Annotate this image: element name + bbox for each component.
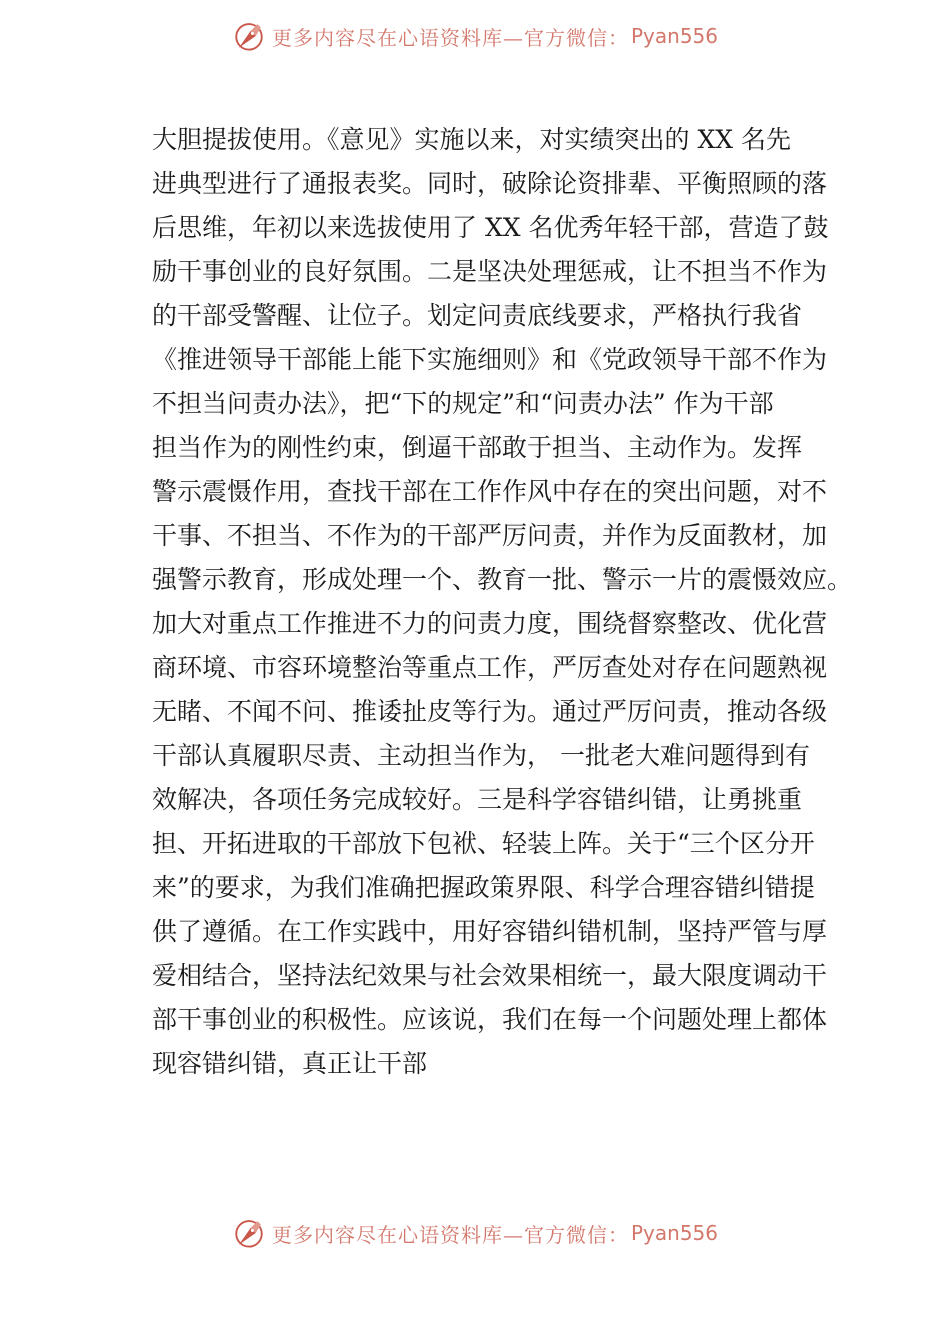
text-line: 来”的要求，为我们准确把握政策界限、科学合理容错纠错提 [152, 873, 815, 902]
header-watermark [0, 14, 950, 58]
text-line: 担当作为的刚性约束，倒逼干部敢于担当、主动作为。发挥 [152, 433, 803, 462]
watermark-text: 更多内容尽在心语资料库—官方微信： [271, 25, 629, 50]
text-line: 加大对重点工作推进不力的问责力度，围绕督察整改、优化营 [152, 609, 828, 638]
text-line: 效解决，各项任务完成较好。三是科学容错纠错，让勇挑重 [152, 785, 803, 814]
text-line: 后思维，年初以来选拔使用了 XX 名优秀年轻干部，营造了鼓 [152, 213, 829, 242]
footer-watermark [0, 1211, 950, 1255]
text-line: 爱相结合，坚持法纪效果与社会效果相统一，最大限度调动干 [152, 961, 828, 990]
watermark-text: 更多内容尽在心语资料库—官方微信： [271, 1222, 629, 1247]
text-line: 部干事创业的积极性。应该说，我们在每一个问题处理上都体 [152, 1005, 828, 1034]
text-line: 的干部受警醒、让位子。划定问责底线要求，严格执行我省 [152, 301, 803, 330]
text-line: 干事、不担当、不作为的干部严厉问责，并作为反面教材，加 [152, 521, 828, 550]
text-line: 商环境、市容环境整治等重点工作，严厉查处对存在问题熟视 [152, 653, 828, 682]
text-line: 励干事创业的良好氛围。二是坚决处理惩戒，让不担当不作为 [152, 257, 828, 286]
text-line: 现容错纠错，真正让干部 [152, 1049, 428, 1078]
text-line: 大胆提拔使用。《意见》实施以来，对实绩突出的 XX 名先 [152, 125, 791, 154]
text-line: 《推进领导干部能上能下实施细则》和《党政领导干部不作为 [152, 345, 828, 374]
watermark-wechat-id: Pyan556 [630, 24, 718, 48]
text-line: 无睹、不闻不问、推诿扯皮等行为。通过严厉问责，推动各级 [152, 697, 828, 726]
text-line: 干部认真履职尽责、主动担当作为， 一批老大难问题得到有 [152, 741, 810, 770]
pen-nib-logo-icon [232, 19, 266, 53]
watermark-wechat-id: Pyan556 [630, 1221, 718, 1245]
pen-nib-logo-icon [232, 1216, 266, 1250]
text-line: 进典型进行了通报表奖。同时，破除论资排辈、平衡照顾的落 [152, 169, 828, 198]
text-line: 供了遵循。在工作实践中，用好容错纠错机制，坚持严管与厚 [152, 917, 828, 946]
text-line: 担、开拓进取的干部放下包袱、轻装上阵。关于“三个区分开 [152, 829, 815, 858]
text-line: 不担当问责办法》，把“下的规定”和“问责办法” 作为干部 [152, 389, 774, 418]
document-body [152, 118, 853, 1086]
text-line: 警示震慑作用，查找干部在工作作风中存在的突出问题，对不 [152, 477, 828, 506]
text-line: 强警示教育，形成处理一个、教育一批、警示一片的震慑效应。 [152, 565, 853, 594]
